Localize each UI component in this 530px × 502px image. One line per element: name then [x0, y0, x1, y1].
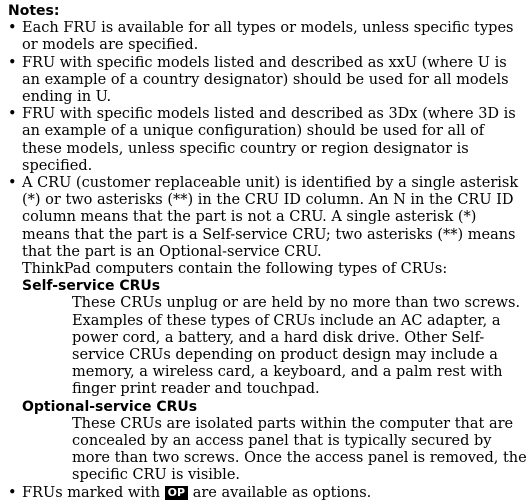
- list-item: [8, 55, 527, 107]
- note-text: Each FRU is available for all types or models, unless specific types or models are specified.: [22, 20, 514, 54]
- optional-service-description: These CRUs are isolated parts within the computer that are concealed by an access panel that is typically secured by more than two screws. Once the access panel is removed, the specific CRU is visible.: [72, 415, 527, 484]
- self-service-heading: Self-service CRUs: [22, 278, 161, 295]
- note-text: FRU with specific models listed and described as 3Dx (where 3D is an example of a unique configuration) should be used for all of these models, unless specific country or region designator is specified.: [22, 106, 516, 174]
- cru-types-section: [8, 261, 527, 485]
- list-item: [8, 485, 527, 502]
- options-note-list: [8, 485, 530, 502]
- bullet-icon: •: [8, 106, 17, 123]
- note-text: FRU with specific models listed and described as xxU (where U is an example of a country designator) should be used for all models ending in U.: [22, 54, 509, 106]
- options-note-after: are available as options.: [192, 484, 372, 501]
- notes-heading: Notes:: [8, 3, 60, 19]
- self-service-description: These CRUs unplug or are held by no more than two screws. Examples of these types of CRUs include an AC adapter, a power cord, a battery, and a hard disk drive. Other Self-service CRUs depending on product design may include a memory, a wireless card, a keyboard, and a palm rest with finger print reader and touchpad.: [72, 295, 521, 398]
- optional-service-heading: Optional-service CRUs: [22, 398, 198, 415]
- note-text: A CRU (customer replaceable unit) is identified by a single asterisk (*) or two asterisks (**) in the CRU ID column. An N in the CRU ID column means that the part is not a CRU. A single asterisk (*) means that the part is a Self-service CRU; two asterisks (**) means that the part is an Optional-service CRU.: [22, 175, 519, 260]
- notes-list: [8, 20, 530, 261]
- list-item: [8, 175, 527, 261]
- bullet-icon: •: [8, 484, 17, 501]
- op-badge-icon: OP: [165, 486, 188, 500]
- bullet-icon: •: [8, 175, 17, 192]
- list-item: [8, 106, 527, 175]
- bullet-icon: •: [8, 20, 17, 37]
- options-note-before: FRUs marked with: [22, 484, 161, 501]
- cru-types-intro: ThinkPad computers contain the following types of CRUs:: [22, 261, 448, 278]
- list-item: [8, 20, 527, 54]
- bullet-icon: •: [8, 54, 17, 71]
